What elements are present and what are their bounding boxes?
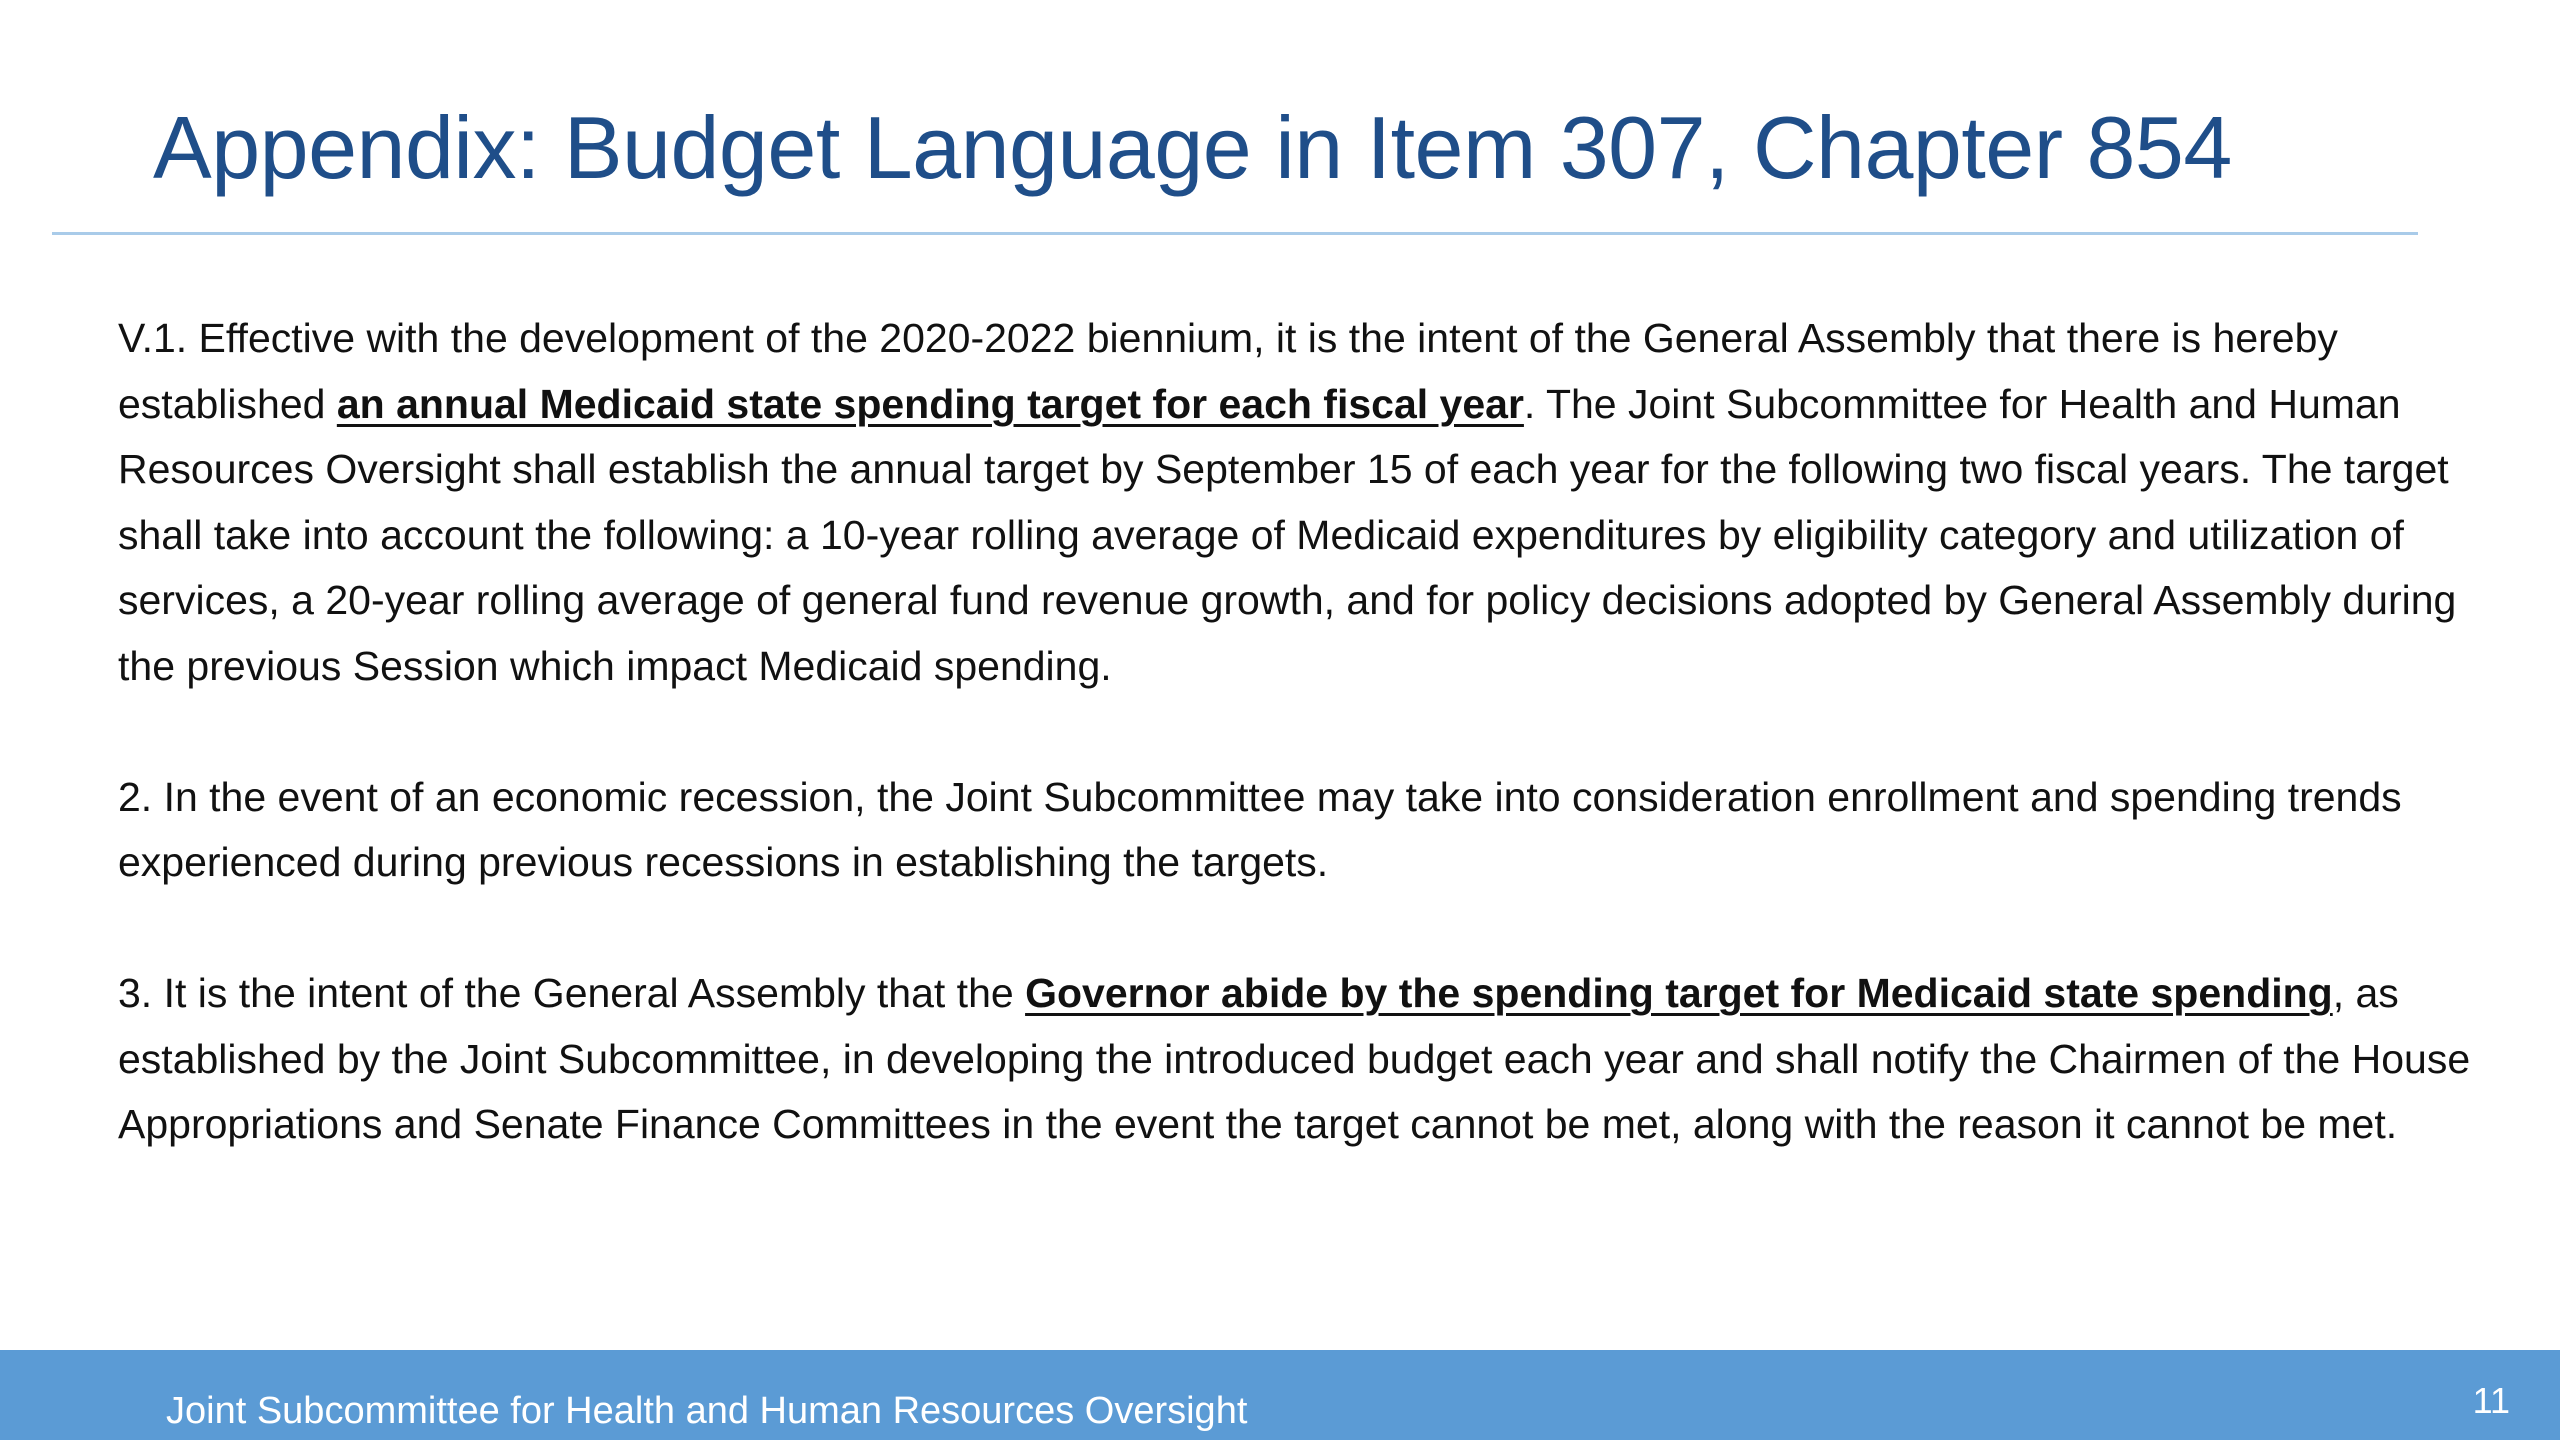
paragraph-1-emphasis: an annual Medicaid state spending target for each fiscal year xyxy=(336,380,1524,427)
paragraph-3 xyxy=(118,961,2478,1158)
slide-body xyxy=(118,306,2478,1158)
slide-title: Appendix: Budget Language in Item 307, Chapter 854 xyxy=(153,98,2232,197)
page-number: 11 xyxy=(2472,1380,2510,1421)
paragraph-1-before: V.1. Effective with the development of the 2020-2022 biennium, it is the intent of the General Assembly that there is hereby established xyxy=(118,315,2338,427)
paragraph-1 xyxy=(118,306,2478,699)
paragraph-2: 2. In the event of an economic recession, the Joint Subcommittee may take into consideration enrollment and spending trends experienced during previous recessions in establishing the targets. xyxy=(118,773,2402,885)
paragraph-3-after: , as established by the Joint Subcommittee, in developing the introduced budget each year and shall notify the Chairmen of the House Appropriations and Senate Finance Committees in the event the target cannot be met, along with the reason it cannot be met. xyxy=(118,970,2471,1147)
paragraph-3-before: 3. It is the intent of the General Assembly that the xyxy=(118,970,1026,1016)
paragraph-3-emphasis: Governor abide by the spending target for Medicaid state spending xyxy=(1025,970,2333,1016)
title-divider xyxy=(52,232,2418,235)
footer-bar xyxy=(0,1350,2560,1440)
paragraph-1-after: . The Joint Subcommittee for Health and Human Resources Oversight shall establish the annual target by September 15 of each year for the following two fiscal years. The target shall take into account the following: a 10-year rolling average of Medicaid expenditures by eligibility category and utilization of services, a 20-year rolling average of general fund revenue growth, and for policy decisions adopted by General Assembly during the previous Session which impact Medicaid spending. xyxy=(118,380,2457,689)
footer-label: Joint Subcommittee for Health and Human Resources Oversight xyxy=(166,1390,1248,1432)
